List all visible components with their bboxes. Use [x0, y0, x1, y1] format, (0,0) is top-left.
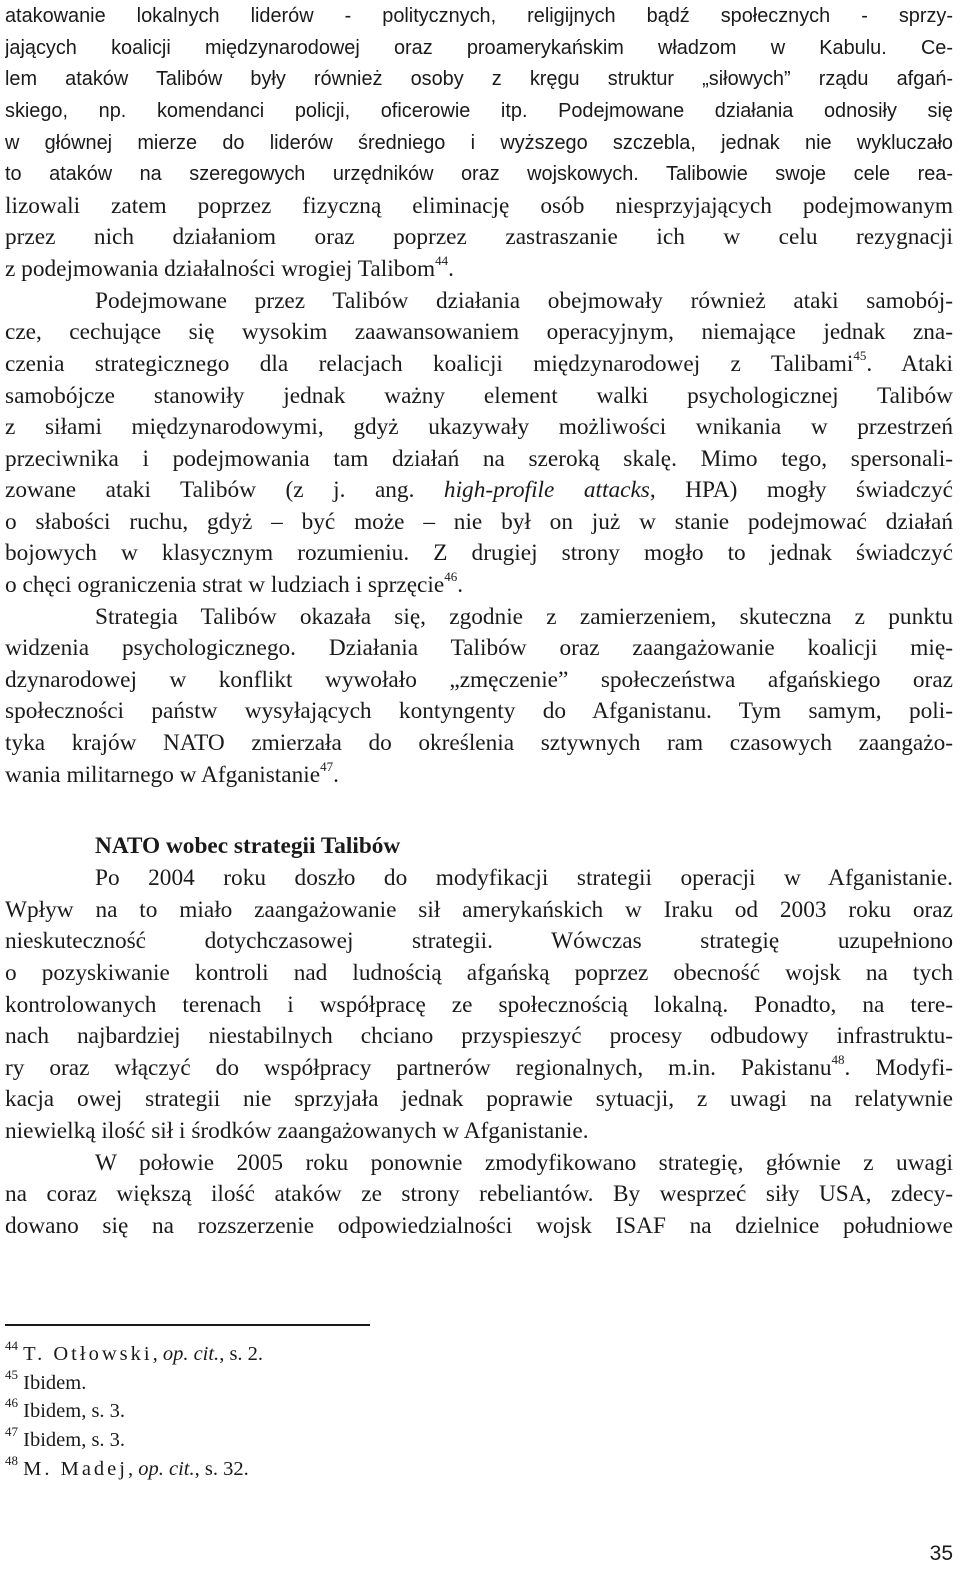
line-text: skiego, np. komendanci policji, oficerowie itp. Podejmowane działania odnosiły się — [5, 100, 953, 122]
line-text: wania militarnego w Afganistanie — [5, 762, 321, 788]
text-line — [5, 759, 953, 791]
line-text-tail: . — [448, 256, 454, 282]
footnote-ref[interactable]: 48 — [831, 1052, 845, 1068]
text-line — [5, 569, 953, 601]
line-text: dzynarodowej w konflikt wywołało „zmęczenie” społeczeństwa afgańskiego oraz — [5, 667, 953, 693]
line-text: o słabości ruchu, gdyż – być może – nie był on już w stanie podejmować działań — [5, 509, 953, 535]
text-line — [5, 894, 953, 926]
line-text: Strategia Talibów okazała się, zgodnie z zamierzeniem, skuteczna z punktu — [95, 604, 953, 630]
footnote-number: 46 — [5, 1395, 18, 1411]
footnote-number: 48 — [5, 1453, 18, 1469]
section-heading — [5, 830, 953, 862]
line-text: niewielką ilość sił i środków zaangażowanych w Afganistanie. — [5, 1118, 589, 1144]
line-text: w głównej mierze do liderów średniego i wyższego szczebla, jednak nie wykluczało — [5, 132, 953, 154]
line-text: widzenia psychologicznego. Działania Talibów oraz zaangażowanie koalicji mię- — [5, 635, 953, 661]
footnote-text: Ibidem, s. 3. — [23, 1400, 126, 1422]
text-line — [5, 1178, 953, 1210]
line-text: bojowych w klasycznym rozumieniu. Z drugiej strony mogło to jednak świadczyć — [5, 540, 953, 566]
line-text: kacja owej strategii nie sprzyjała jednak poprawie sytuacji, z uwagi na relatywnie — [5, 1086, 953, 1112]
footnote-number: 45 — [5, 1367, 18, 1383]
line-text: lem ataków Talibów były również osoby z kręgu struktur „siłowych” rządu afgań- — [5, 68, 953, 90]
footnote — [5, 1397, 125, 1425]
italic-phrase: high-profile attacks — [443, 477, 650, 503]
text-line — [5, 190, 953, 222]
line-text: zowane ataki Talibów (z j. ang. — [5, 477, 444, 503]
text-line — [5, 925, 953, 957]
text-line — [5, 316, 953, 348]
text-line — [5, 506, 953, 538]
line-text-tail: , HPA) mogły świadczyć — [649, 477, 953, 503]
line-text: tyka krajów NATO zmierzała do określenia sztywnych ram czasowych zaangażo- — [5, 730, 953, 756]
line-text: atakowanie lokalnych liderów - politycznych, religijnych bądź społecznych - sprzy- — [5, 5, 953, 27]
footnote-number: 47 — [5, 1424, 18, 1440]
line-text: o pozyskiwanie kontroli nad ludnością afgańską poprzez obecność wojsk na tych — [5, 960, 953, 986]
text-line — [5, 632, 953, 664]
text-line — [5, 989, 953, 1021]
footnote-author: M. Madej — [23, 1458, 128, 1480]
line-text: Wpływ na to miało zaangażowanie sił amerykańskich w Iraku od 2003 roku oraz — [5, 897, 953, 923]
text-line — [5, 158, 953, 190]
line-text: nach najbardziej niestabilnych chciano przyspieszyć procesy odbudowy infrastruktu- — [5, 1023, 953, 1049]
text-line — [5, 957, 953, 989]
line-text-tail: . Ataki — [866, 351, 953, 377]
footnote — [5, 1369, 86, 1397]
line-text: przez nich działaniom oraz poprzez zastraszanie ich w celu rezygnacji — [5, 224, 953, 250]
footnote-text: , s. 32. — [194, 1458, 249, 1480]
line-text: społeczności państw wysyłających kontyngenty do Afganistanu. Tym samym, poli- — [5, 698, 953, 724]
line-text: przeciwnika i podejmowania tam działań na szeroką skalę. Mimo tego, spersonali- — [5, 446, 953, 472]
line-text: NATO wobec strategii Talibów — [95, 833, 401, 859]
footnote-ref[interactable]: 45 — [853, 348, 867, 364]
text-line — [5, 221, 953, 253]
line-text: z siłami międzynarodowymi, gdyż ukazywały możliwości wnikania w przestrzeń — [5, 414, 953, 440]
footnote: $^{48}$ M. Madej, op. cit., s. 32. — [5, 1453, 249, 1480]
text-line — [5, 727, 953, 759]
footnote-ref[interactable]: 44 — [435, 253, 449, 269]
page-number: 35 — [929, 1542, 953, 1565]
line-text: W połowie 2005 roku ponownie zmodyfikowano strategię, głównie z uwagi — [95, 1150, 953, 1176]
line-text: lizowali zatem poprzez fizyczną eliminację osób niesprzyjających podejmowanym — [5, 193, 953, 219]
line-text-tail: . — [457, 572, 464, 598]
text-line — [5, 474, 953, 506]
text-line — [5, 127, 953, 159]
footnote-italic: op. cit. — [162, 1343, 220, 1365]
footnote-ref[interactable]: 47 — [320, 759, 334, 775]
line-text: na coraz większą ilość ataków ze strony rebeliantów. By wesprzeć siły USA, zdecy- — [5, 1181, 953, 1207]
text-line — [5, 253, 953, 285]
footnote-text: Ibidem, s. 3. — [23, 1429, 126, 1451]
footnote-author: T. Otłowski — [23, 1343, 153, 1365]
text-line — [5, 63, 953, 95]
line-text-tail: . Modyfi- — [844, 1055, 953, 1081]
text-line — [5, 380, 953, 412]
line-text: cze, cechujące się wysokim zaawansowaniem operacyjnym, niemające jednak zna- — [5, 319, 953, 345]
line-text: kontrolowanych terenach i współpracę ze społecznością lokalną. Ponadto, na tere- — [5, 992, 953, 1018]
text-line — [5, 285, 953, 317]
line-text: Podejmowane przez Talibów działania obejmowały również ataki samobój- — [95, 288, 953, 314]
line-text: z podejmowania działalności wrogiej Talibom — [5, 256, 436, 282]
line-text: to ataków na szeregowych urzędników oraz wojskowych. Talibowie swoje cele rea- — [5, 163, 953, 185]
footnote — [5, 1426, 125, 1454]
footnote-text: , s. 2. — [219, 1343, 264, 1365]
footnote: $^{44}$ T. Otłowski, op. cit., s. 2. — [5, 1338, 264, 1365]
text-line — [5, 1210, 953, 1242]
text-line — [5, 664, 953, 696]
text-line — [5, 862, 953, 894]
text-line — [5, 1020, 953, 1052]
text-line — [5, 695, 953, 727]
line-text: jających koalicji międzynarodowej oraz proamerykańskim władzom w Kabulu. Ce- — [5, 37, 953, 59]
line-text-tail: . — [333, 762, 339, 788]
text-line — [5, 1083, 953, 1115]
text-line — [5, 1052, 953, 1084]
footnote-italic: op. cit. — [138, 1458, 195, 1480]
line-text: dowano się na rozszerzenie odpowiedzialności wojsk ISAF na dzielnice południowe — [5, 1213, 953, 1239]
text-line — [5, 0, 953, 32]
text-line — [5, 601, 953, 633]
text-line — [5, 95, 953, 127]
text-line — [5, 32, 953, 64]
line-text: o chęci ograniczenia strat w ludziach i sprzęcie — [5, 572, 445, 598]
line-text: nieskuteczność dotychczasowej strategii. Wówczas strategię uzupełniono — [5, 928, 953, 954]
text-line — [5, 443, 953, 475]
line-text: czenia strategicznego dla relacjach koalicji międzynarodowej z Talibami — [5, 351, 854, 377]
text-line — [5, 1115, 953, 1147]
text-line — [5, 348, 953, 380]
line-text: Po 2004 roku doszło do modyfikacji strategii operacji w Afganistanie. — [95, 865, 953, 891]
footnote-ref[interactable]: 46 — [444, 569, 458, 585]
text-line — [5, 1147, 953, 1179]
footnote-text: Ibidem. — [23, 1372, 87, 1394]
text-line — [5, 411, 953, 443]
footnote-separator — [5, 1324, 370, 1326]
line-text: ry oraz włączyć do współpracy partnerów regionalnych, m.in. Pakistanu — [5, 1055, 832, 1081]
text-line — [5, 537, 953, 569]
line-text: samobójcze stanowiły jednak ważny element walki psychologicznej Talibów — [5, 383, 953, 409]
footnote-number: 44 — [5, 1338, 18, 1354]
